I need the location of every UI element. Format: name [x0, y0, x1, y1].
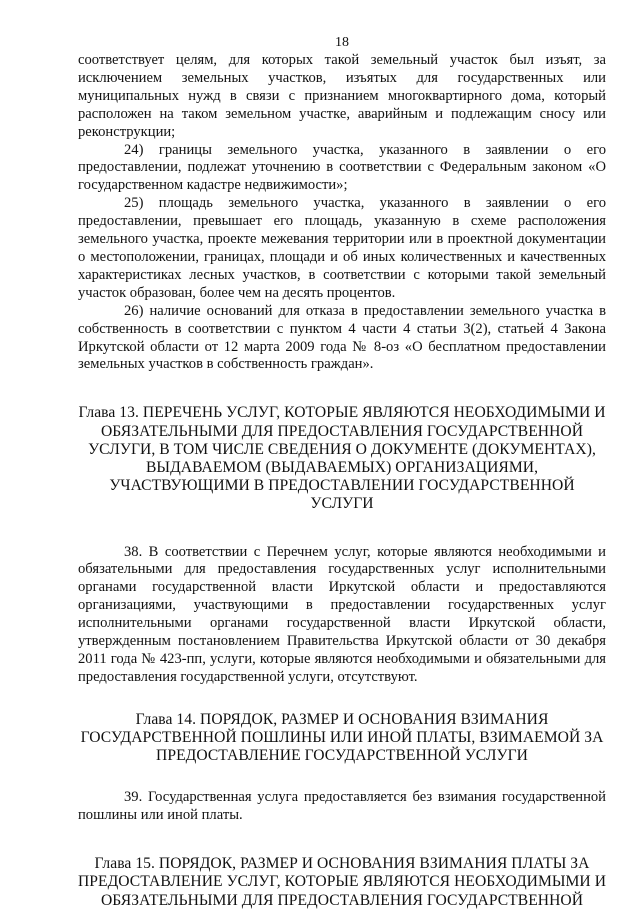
spacer	[78, 765, 606, 789]
chapter-15-heading: Глава 15. ПОРЯДОК, РАЗМЕР И ОСНОВАНИЯ ВЗИМАНИЯ ПЛАТЫ ЗА ПРЕДОСТАВЛЕНИЕ УСЛУГ, КОТОРЫЕ ЯВЛЯЮТСЯ НЕОБХОДИМЫМИ И ОБЯЗАТЕЛЬНЫМИ ДЛЯ ПРЕДОСТАВЛЕНИЯ ГОСУДАРСТВЕННОЙ	[78, 855, 606, 909]
document-page	[78, 34, 606, 910]
paragraph-item-25: 25) площадь земельного участка, указанного в заявлении о его предоставлении, превышает его площадь, указанную в схеме расположения земельного участка, проекте межевания территории или в проектной документации о местоположении, границах, площади и об иных количественных и качественных характеристиках лесных участков, в соответствии с которыми такой земельный участок образован, более чем на десять процентов.	[78, 195, 606, 301]
spacer	[78, 687, 606, 711]
paragraph-item-39: 39. Государственная услуга предоставляется без взимания государственной пошлины или иной платы.	[78, 789, 606, 824]
paragraph-item-24: 24) границы земельного участка, указанного в заявлении о его предоставлении, подлежат уточнению в соответствии с Федеральным законом «О государственном кадастре недвижимости»;	[78, 141, 606, 194]
spacer	[78, 825, 606, 855]
chapter-14-heading: Глава 14. ПОРЯДОК, РАЗМЕР И ОСНОВАНИЯ ВЗИМАНИЯ ГОСУДАРСТВЕННОЙ ПОШЛИНЫ ИЛИ ИНОЙ ПЛАТЫ, ВЗИМАЕМОЙ ЗА ПРЕДОСТАВЛЕНИЕ ГОСУДАРСТВЕННОЙ УСЛУГИ	[80, 710, 604, 765]
paragraph-item-26: 26) наличие оснований для отказа в предоставлении земельного участка в собственность в соответствии с пунктом 4 части 4 статьи 3(2), статьей 4 Закона Иркутской области от 12 марта 2009 года № 8-оз «О бесплатном предоставлении земельных участков в собственность граждан».	[78, 302, 606, 373]
spacer	[78, 374, 606, 404]
paragraph-item-38: 38. В соответствии с Перечнем услуг, которые являются необходимыми и обязательными для предоставления государственных услуг исполнительными органами государственной власти Иркутской области и предоставляются организациями, участвующими в предоставлении государственных услуг исполнительными органами государственной власти Иркутской области, утвержденным постановлением Правительства Иркутской области от 30 декабря 2011 года № 423-пп, услуги, которые являются необходимыми и обязательными для предоставления государственной услуги, отсутствуют.	[78, 543, 606, 685]
chapter-13-heading: Глава 13. ПЕРЕЧЕНЬ УСЛУГ, КОТОРЫЕ ЯВЛЯЮТСЯ НЕОБХОДИМЫМИ И ОБЯЗАТЕЛЬНЫМИ ДЛЯ ПРЕДОСТАВЛЕНИЯ ГОСУДАРСТВЕННОЙ УСЛУГИ, В ТОМ ЧИСЛЕ СВЕДЕНИЯ О ДОКУМЕНТЕ (ДОКУМЕНТАХ), ВЫДАВАЕМОМ (ВЫДАВАЕМЫХ) ОРГАНИЗАЦИЯМИ, УЧАСТВУЮЩИМИ В ПРЕДОСТАВЛЕНИИ ГОСУДАРСТВЕННОЙ УСЛУГИ	[78, 404, 606, 513]
paragraph-continuation: соответствует целям, для которых такой земельный участок был изъят, за исключением земельных участков, изъятых для государственных или муниципальных нужд в связи с признанием многоквартирного дома, который расположен на таком земельном участке, аварийным и подлежащим сносу или реконструкции;	[78, 52, 606, 140]
page-number: 18	[335, 35, 349, 50]
spacer	[78, 514, 606, 544]
